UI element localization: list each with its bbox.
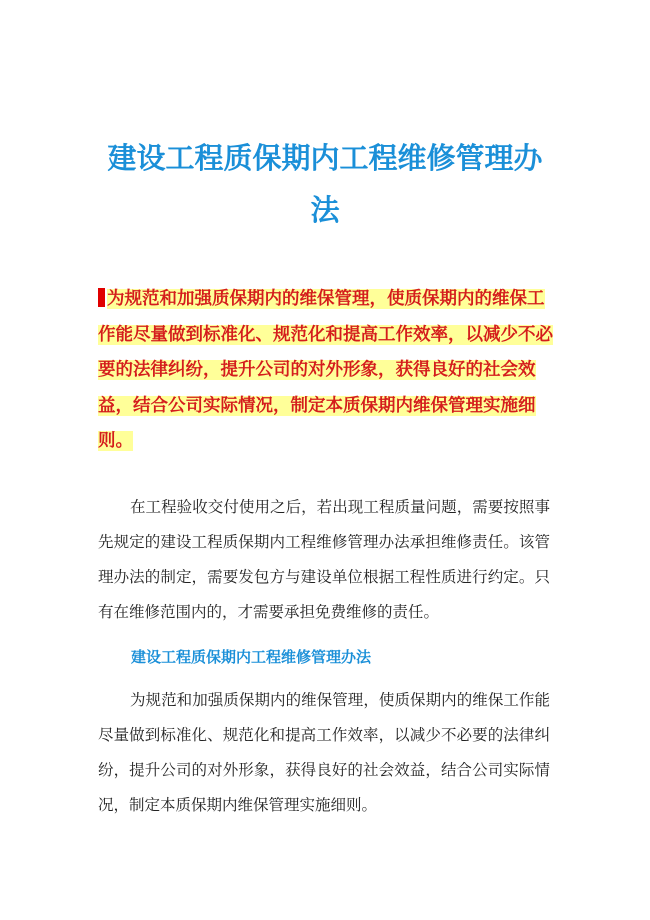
red-marker-icon (98, 288, 105, 307)
highlighted-summary-text: 为规范和加强质保期内的维保管理，使质保期内的维保工作能尽量做到标准化、规范化和提高工作效率，以减少不必要的法律纠纷，提升公司的对外形象，获得良好的社会效益，结合公司实际情况，制定本质保期内维保管理实施细则。 (98, 289, 553, 451)
highlighted-summary (98, 282, 558, 460)
body-paragraph-2: 为规范和加强质保期内的维保管理，使质保期内的维保工作能尽量做到标准化、规范化和提高工作效率，以减少不必要的法律纠纷，提升公司的对外形象，获得良好的社会效益，结合公司实际情况，制定本质保期内维保管理实施细则。 (98, 691, 550, 814)
body-paragraph-1: 在工程验收交付使用之后，若出现工程质量问题，需要按照事先规定的建设工程质保期内工程维修管理办法承担维修责任。该管理办法的制定，需要发包方与建设单位根据工程性质进行约定。只有在维修范围内的，才需要承担免费维修的责任。 (98, 498, 550, 621)
section-subheading: 建设工程质保期内工程维修管理办法 (131, 648, 372, 666)
document-title: 建设工程质保期内工程维修管理办法 (107, 141, 543, 227)
